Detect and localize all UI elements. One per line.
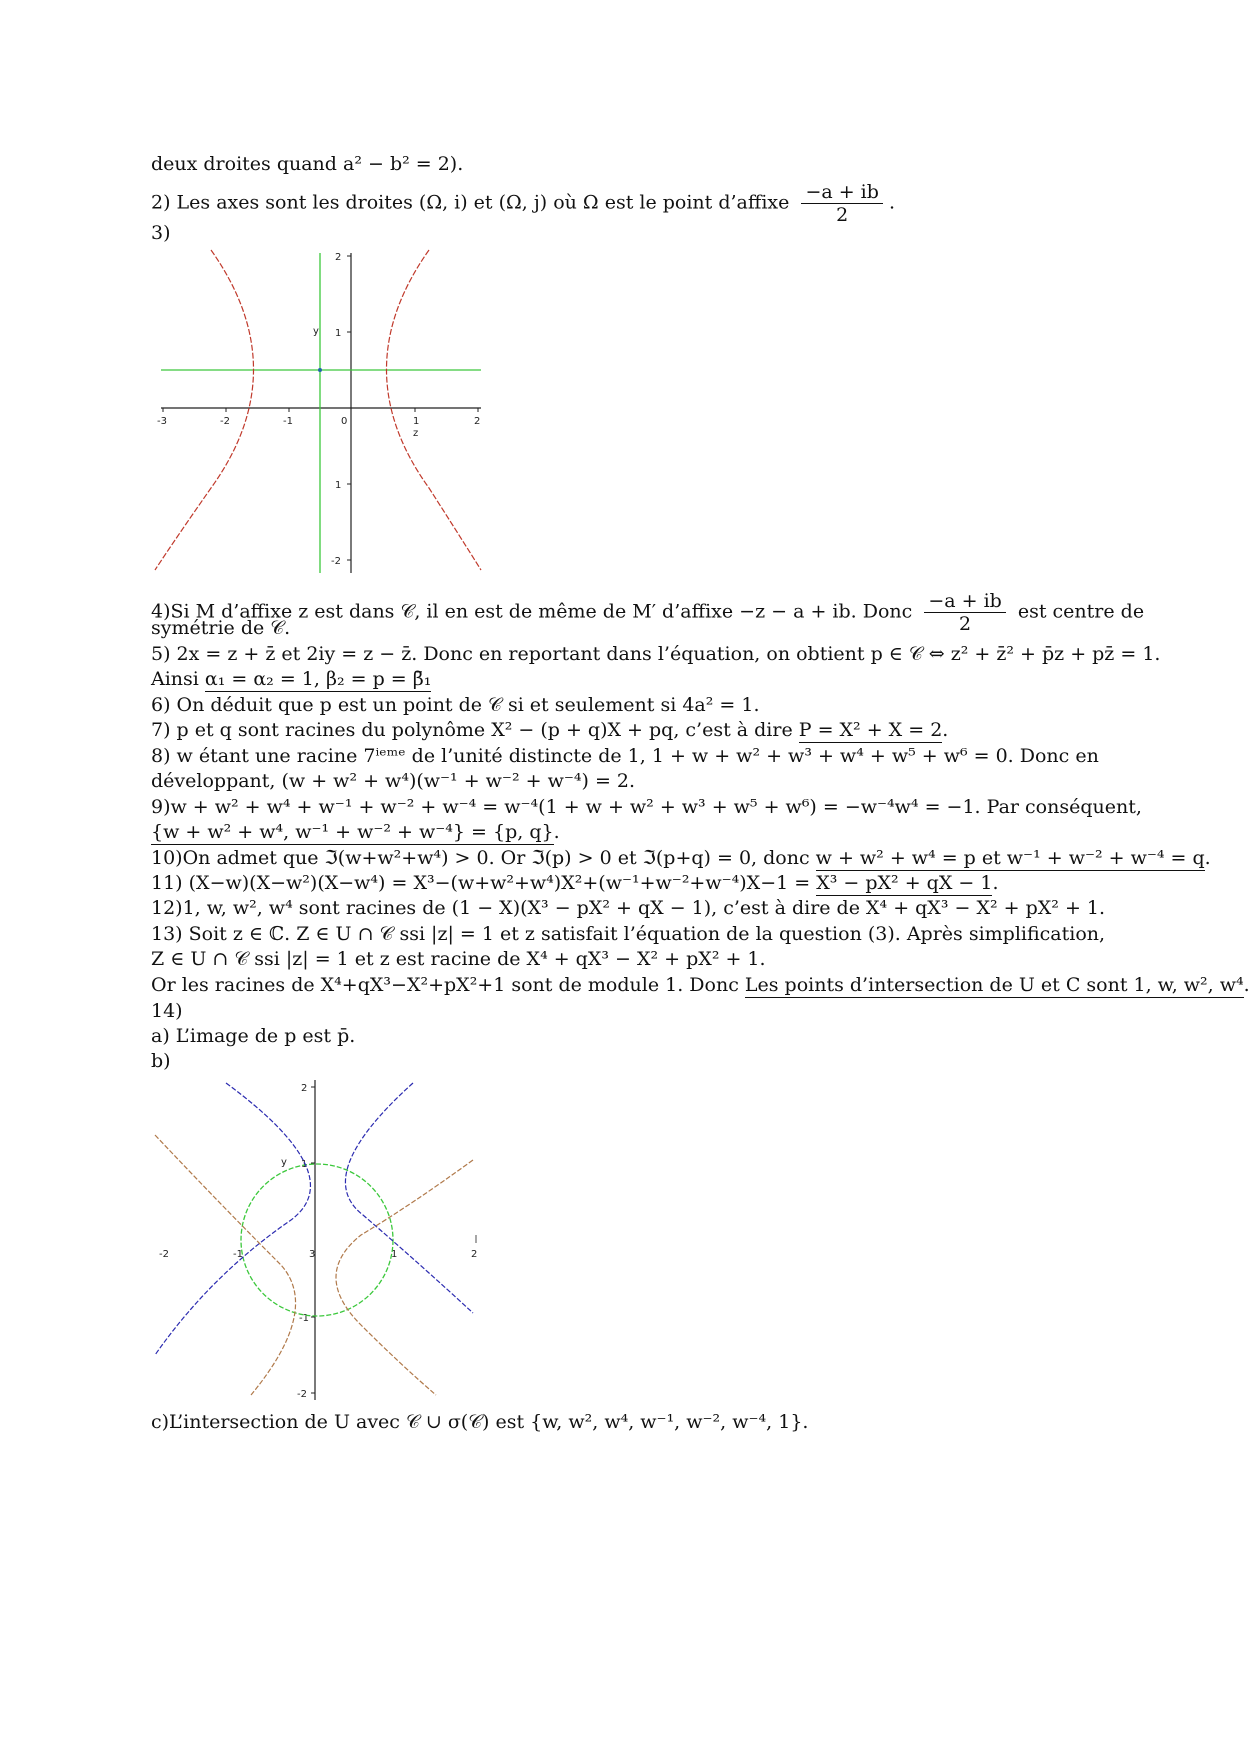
y-ticks xyxy=(313,252,351,567)
fraction-numerator: −a + ib xyxy=(801,181,883,204)
underlined-result: P = X² + X = 2 xyxy=(798,719,943,741)
x-tick-label: -1 xyxy=(283,416,293,427)
y-tick-label: 2 xyxy=(301,1083,308,1094)
underlined-result: α₁ = α₂ = 1, β₂ = p = β̄₁ xyxy=(204,668,432,690)
text-line xyxy=(151,847,1211,870)
curve-sigma-left xyxy=(155,1135,296,1395)
x-tick-label: -2 xyxy=(159,1249,169,1260)
text-span: 10)On admet que ℑ(w+w²+w⁴) > 0. Or ℑ(p) > 0 et ℑ(p+q) = 0, donc xyxy=(151,847,816,869)
text-span: . xyxy=(553,821,560,843)
fraction-center xyxy=(924,590,1006,635)
x-tick-label: -3 xyxy=(157,416,167,427)
text-span: Or les racines de X⁴+qX³−X²+pX²+1 sont de module 1. Donc xyxy=(151,974,745,996)
x-tick-label: -1 xyxy=(233,1249,243,1260)
text-line: développant, (w + w² + w⁴)(w⁻¹ + w⁻² + w⁻⁴) = 2. xyxy=(151,770,636,792)
text-line: 6) On déduit que p est un point de 𝒞 si et seulement si 4a² = 1. xyxy=(151,694,760,716)
text-span: . xyxy=(1204,847,1211,869)
text-span: . xyxy=(888,191,895,214)
text-line: 5) 2x = z + z̄ et 2iy = z − z̄. Donc en reportant dans l’équation, on obtient p ∈ 𝒞 ⇔ z² + z̄² + p̄z + pz̄ = 1. xyxy=(151,643,1161,665)
y-tick-label: 1 xyxy=(335,328,342,339)
text-line xyxy=(151,719,948,742)
text-line xyxy=(151,974,1250,997)
text-line: 13) Soit z ∈ ℂ. Z ∈ U ∩ 𝒞 ssi |z| = 1 et z satisfait l’équation de la question (3). Après simplification, xyxy=(151,923,1106,945)
hyperbola-left-branch xyxy=(155,250,254,570)
text-line xyxy=(151,821,560,844)
text-span: 2) Les axes sont les droites (Ω, i) et (Ω, j) où Ω est le point d’affixe xyxy=(151,191,790,214)
y-ticks xyxy=(281,1083,315,1400)
hyperbola-right-branch xyxy=(387,250,482,570)
text-span: 11) (X−w)(X−w²)(X−w⁴) = X³−(w+w²+w⁴)X²+(w⁻¹+w⁻²+w⁻⁴)X−1 = xyxy=(151,872,817,894)
text-span: est centre de xyxy=(1017,600,1145,623)
x-ticks xyxy=(159,1235,477,1260)
text-line: c)L’intersection de U avec 𝒞 ∪ σ(𝒞) est {w, w², w⁴, w⁻¹, w⁻², w⁻⁴, 1}. xyxy=(151,1411,809,1433)
text-line xyxy=(151,872,999,895)
underlined-result: X³ − pX² + qX − 1 xyxy=(816,872,993,894)
x-tick-label: 2 xyxy=(474,416,481,427)
y-tick-label: 1 xyxy=(335,480,342,491)
x-tick-label: 1 xyxy=(413,416,420,427)
fraction-denominator: 2 xyxy=(959,613,972,635)
y-tick-label: 1 xyxy=(301,1159,308,1170)
underlined-result: w + w² + w⁴ = p et w⁻¹ + w⁻² + w⁻⁴ = q xyxy=(815,847,1205,869)
text-span: 7) p et q sont racines du polynôme X² − (p + q)X + pq, c’est à dire xyxy=(151,719,799,741)
underlined-result: {w + w² + w⁴, w⁻¹ + w⁻² + w⁻⁴} = {p, q} xyxy=(151,821,554,843)
intersection-figure xyxy=(151,1075,491,1405)
fraction-center xyxy=(801,181,883,226)
text-span: Ainsi xyxy=(151,668,205,690)
x-tick-label: 0 xyxy=(341,416,348,427)
text-line: 14) xyxy=(151,1000,183,1022)
curve-c-right xyxy=(345,1083,473,1313)
x-tick-label: 3 xyxy=(309,1249,316,1260)
text-line: 3) xyxy=(151,222,171,244)
y-tick-label: -1 xyxy=(299,1313,309,1324)
text-line: symétrie de 𝒞. xyxy=(151,617,291,639)
text-span: . xyxy=(992,872,999,894)
curve-sigma-right xyxy=(336,1160,473,1395)
underlined-result: Les points d’intersection de U et C sont 1, w, w², w⁴ xyxy=(744,974,1244,996)
x-ticks xyxy=(157,408,480,439)
text-line: b) xyxy=(151,1050,171,1072)
y-axis-label: y xyxy=(313,326,319,337)
text-line: Z ∈ U ∩ 𝒞 ssi |z| = 1 et z est racine de X⁴ + qX³ − X² + pX² + 1. xyxy=(151,948,766,970)
center-point xyxy=(318,368,322,372)
text-line-symmetry xyxy=(151,590,1144,635)
x-axis-label: z xyxy=(413,428,419,439)
hyperbola-figure xyxy=(151,248,491,578)
text-line: 12)1, w, w², w⁴ sont racines de (1 − X)(X³ − pX² + qX − 1), c’est à dire de X⁴ + qX³ − X² + pX² + 1. xyxy=(151,897,1106,919)
text-line: 8) w étant une racine 7ⁱᵉᵐᵉ de l’unité distincte de 1, 1 + w + w² + w³ + w⁴ + w⁵ + w⁶ = 0. Donc en xyxy=(151,745,1099,767)
text-line xyxy=(151,668,431,691)
y-tick-label: -2 xyxy=(297,1389,307,1400)
text-span: . xyxy=(942,719,949,741)
x-tick-label: -2 xyxy=(220,416,230,427)
curve-c-left xyxy=(155,1083,310,1355)
fraction-denominator: 2 xyxy=(836,204,849,226)
x-tick-label: 1 xyxy=(391,1249,398,1260)
y-tick-label: -2 xyxy=(331,556,341,567)
y-tick-label: 2 xyxy=(335,252,342,263)
x-tick-label: 2 xyxy=(471,1249,478,1260)
fraction-numerator: −a + ib xyxy=(924,590,1006,613)
y-axis-label: y xyxy=(281,1157,287,1168)
text-line: 9)w + w² + w⁴ + w⁻¹ + w⁻² + w⁻⁴ = w⁻⁴(1 + w + w² + w³ + w⁵ + w⁶) = −w⁻⁴w⁴ = −1. Par conséquent, xyxy=(151,796,1142,818)
text-line-axes xyxy=(151,181,895,226)
text-line: a) L’image de p est p̄. xyxy=(151,1025,356,1047)
text-line: deux droites quand a² − b² = 2). xyxy=(151,153,464,175)
text-span: . xyxy=(1243,974,1250,996)
text-span: 4)Si M d’affixe z est dans 𝒞, il en est de même de M′ d’affixe −z − a + ib. Donc xyxy=(151,600,913,623)
